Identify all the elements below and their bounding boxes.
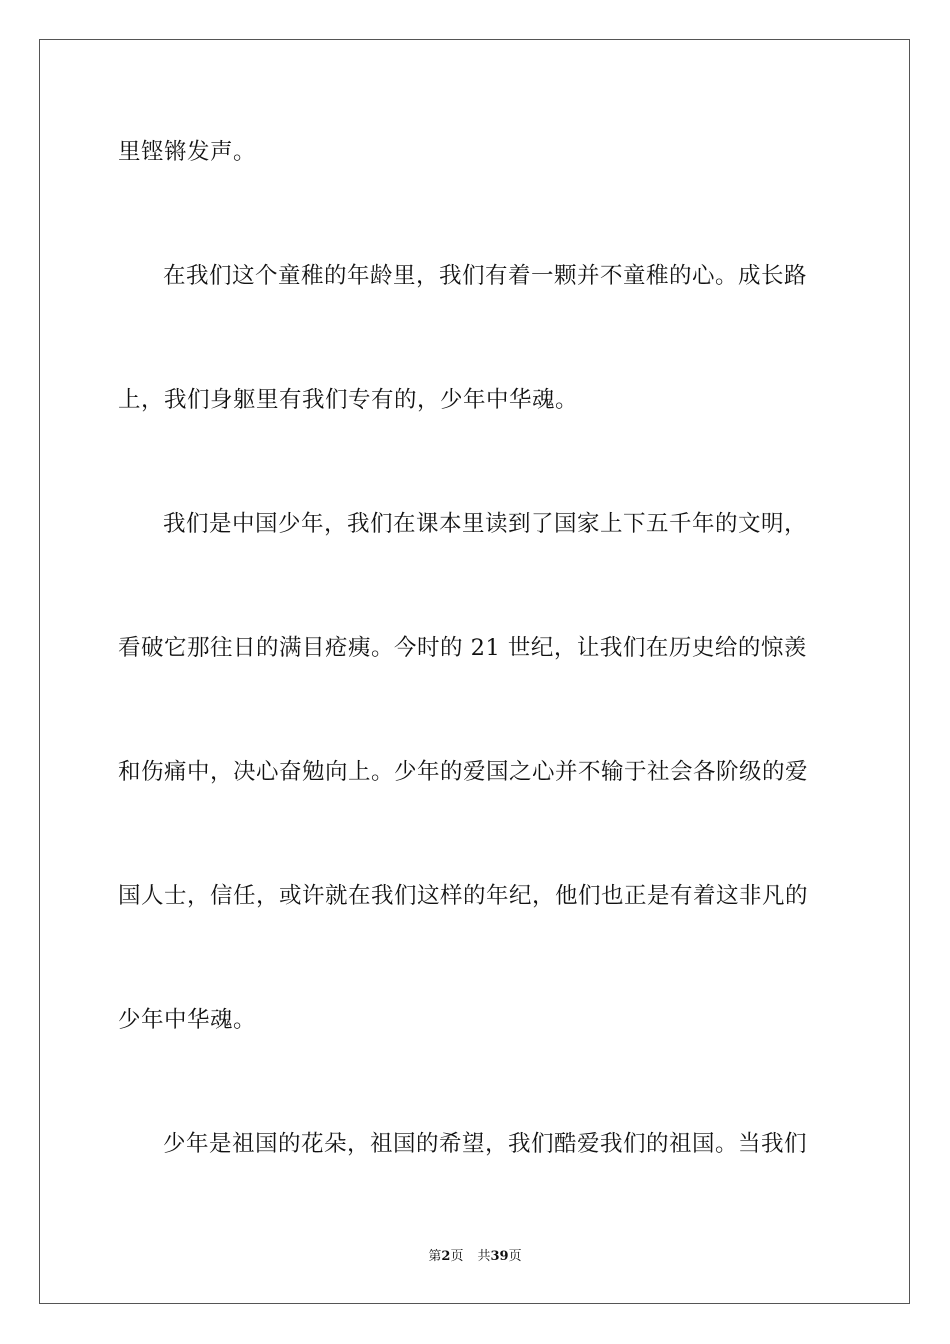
text-line-4: 我们是中国少年，我们在课本里读到了国家上下五千年的文明， [163, 511, 808, 537]
page-border [39, 39, 910, 1304]
text-line-5: 看破它那往日的满目疮痍。今时的 21 世纪，让我们在历史给的惊羡 [118, 635, 807, 661]
text-line-2: 在我们这个童稚的年龄里，我们有着一颗并不童稚的心。成长路 [163, 263, 808, 289]
text-line-7: 国人士，信任，或许就在我们这样的年纪，他们也正是有着这非凡的 [118, 883, 809, 909]
text-line-9: 少年是祖国的花朵，祖国的希望，我们酷爱我们的祖国。当我们 [163, 1131, 808, 1157]
text-line-8: 少年中华魂。 [118, 1007, 257, 1033]
text-line-1: 里铿锵发声。 [118, 139, 257, 165]
footer-total-prefix: 共 [477, 1249, 491, 1264]
footer-page-prefix: 第 [428, 1249, 442, 1264]
footer-page-current: 2 [441, 1249, 451, 1264]
text-line-3: 上，我们身躯里有我们专有的，少年中华魂。 [118, 387, 579, 413]
page-footer [0, 1248, 950, 1266]
footer-total-suffix: 页 [508, 1249, 522, 1264]
footer-page-total: 39 [490, 1249, 509, 1264]
footer-page-suffix: 页 [450, 1249, 464, 1264]
text-line-6: 和伤痛中，决心奋勉向上。少年的爱国之心并不输于社会各阶级的爱 [118, 759, 809, 785]
